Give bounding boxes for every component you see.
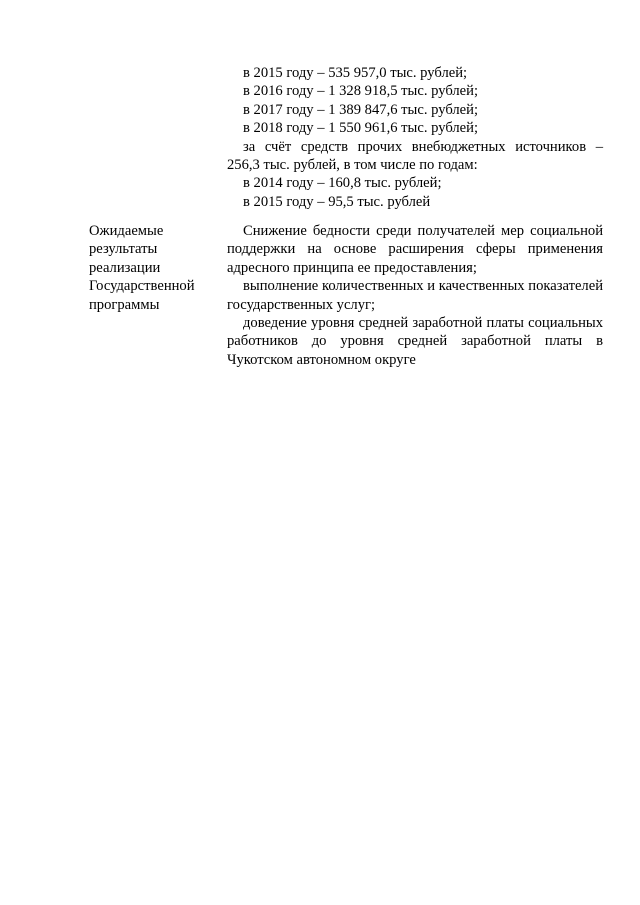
other-sources-line-2015: в 2015 году – 95,5 тыс. рублей (243, 193, 431, 210)
funding-line-2018: в 2018 году – 1 550 961,6 тыс. рублей; (243, 120, 479, 137)
result-item-indicators: выполнение количественных и качественных показателей государственных услуг; (227, 278, 603, 313)
result-item-salary: доведение уровня средней заработной платы социальных работников до уровня средней заработной платы в Чукотском автономном округе (227, 315, 603, 368)
label-line: результаты (89, 241, 158, 258)
label-line: реализации (89, 259, 161, 276)
funding-line-2016: в 2016 году – 1 328 918,5 тыс. рублей; (243, 83, 479, 100)
other-sources-paragraph: за счёт средств прочих внебюджетных источников – 256,3 тыс. рублей, в том числе по годам: (227, 138, 603, 174)
other-sources-line-2014: в 2014 году – 160,8 тыс. рублей; (243, 175, 442, 192)
label-line: Ожидаемые (89, 223, 164, 239)
expected-results-content (227, 222, 603, 369)
label-line: программы (89, 296, 160, 313)
label-line: Государственной (89, 278, 195, 295)
funding-line-2015: в 2015 году – 535 957,0 тыс. рублей; (243, 65, 468, 81)
funding-line-2017: в 2017 году – 1 389 847,6 тыс. рублей; (243, 101, 479, 118)
expected-results-label (89, 222, 219, 314)
funding-section (227, 64, 603, 211)
result-item-poverty: Снижение бедности среди получателей мер социальной поддержки на основе расширения сферы применения адресного принципа ее предоставления; (227, 223, 603, 276)
